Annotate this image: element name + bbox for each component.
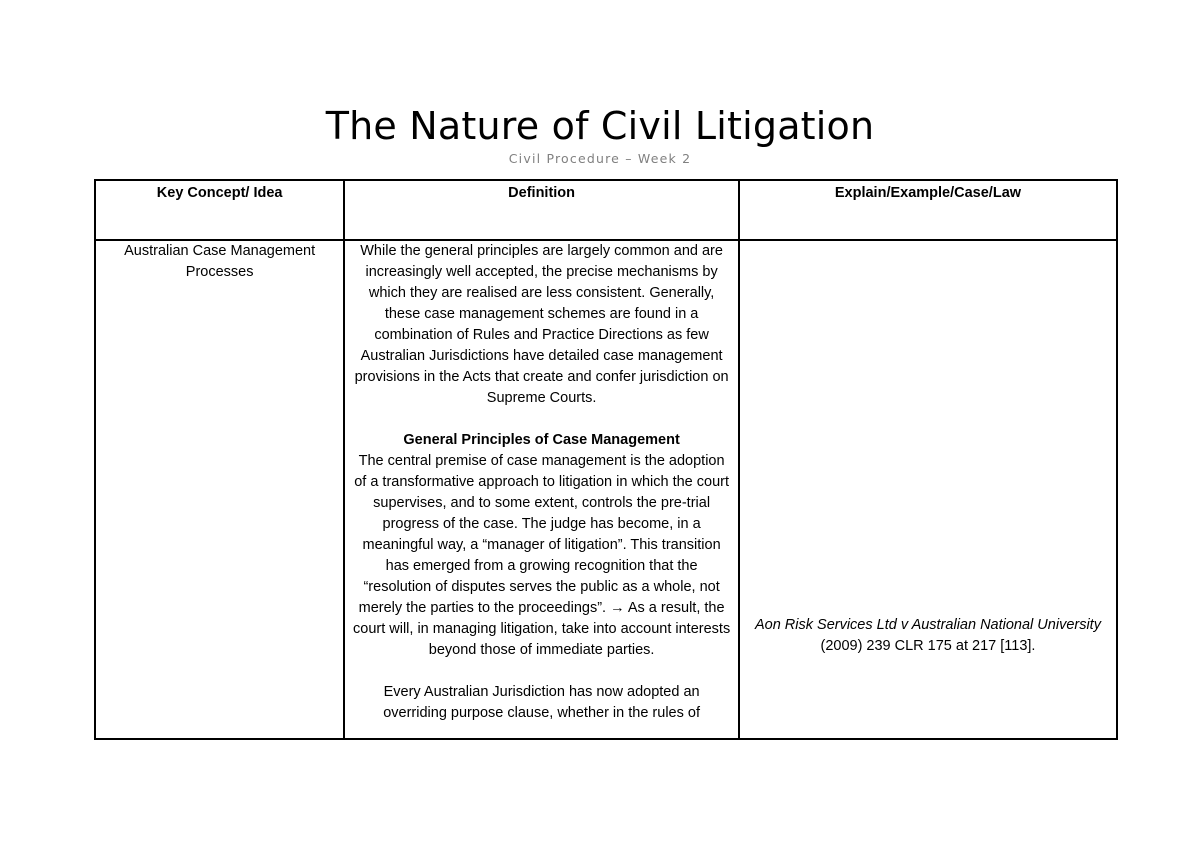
concept-text: Australian Case Management Processes (124, 243, 316, 280)
definition-paragraph-3: Every Australian Jurisdiction has now adopted an overriding purpose clause, whether in the rules of (383, 684, 700, 721)
table-row (95, 240, 1117, 739)
definition-paragraph-1: While the general principles are largely common and are increasingly well accepted, the precise mechanisms by which they are realised are less consistent. Generally, these case management schemes are found in a combination of Rules and Practice Directions as few Australian Jurisdictions have detailed case management provisions in the Acts that create and confer jurisdiction on Supreme Courts. (354, 243, 729, 406)
table-header-row (95, 180, 1117, 240)
page-title: The Nature of Civil Litigation (325, 104, 875, 148)
header-explain: Explain/Example/Case/Law (739, 180, 1117, 240)
case-citation: (2009) 239 CLR 175 at 217 [113]. (820, 638, 1036, 654)
case-reference (746, 615, 1110, 657)
definition-content (351, 241, 732, 738)
concept-cell (95, 240, 344, 739)
concept-table (94, 179, 1118, 740)
explain-cell (739, 240, 1117, 739)
definition-heading: General Principles of Case Management (403, 432, 680, 448)
page-subtitle: Civil Procedure – Week 2 (508, 151, 692, 166)
definition-cell (344, 240, 739, 739)
definition-paragraph-2: The central premise of case management is the adoption of a transformative approach to litigation in which the court supervises, and to some extent, controls the pre-trial progress of the case. The judge has become, in a meaningful way, a “manager of litigation”. This transition has emerged from a growing recognition that the “resolution of disputes serves the public as a whole, not merely the parties to the proceedings”. → As a result, the court will, in managing litigation, take into account interests beyond those of immediate parties. (353, 453, 731, 658)
header-key-concept: Key Concept/ Idea (95, 180, 344, 240)
case-name: Aon Risk Services Ltd v Australian National University (754, 617, 1101, 633)
header-definition: Definition (344, 180, 739, 240)
